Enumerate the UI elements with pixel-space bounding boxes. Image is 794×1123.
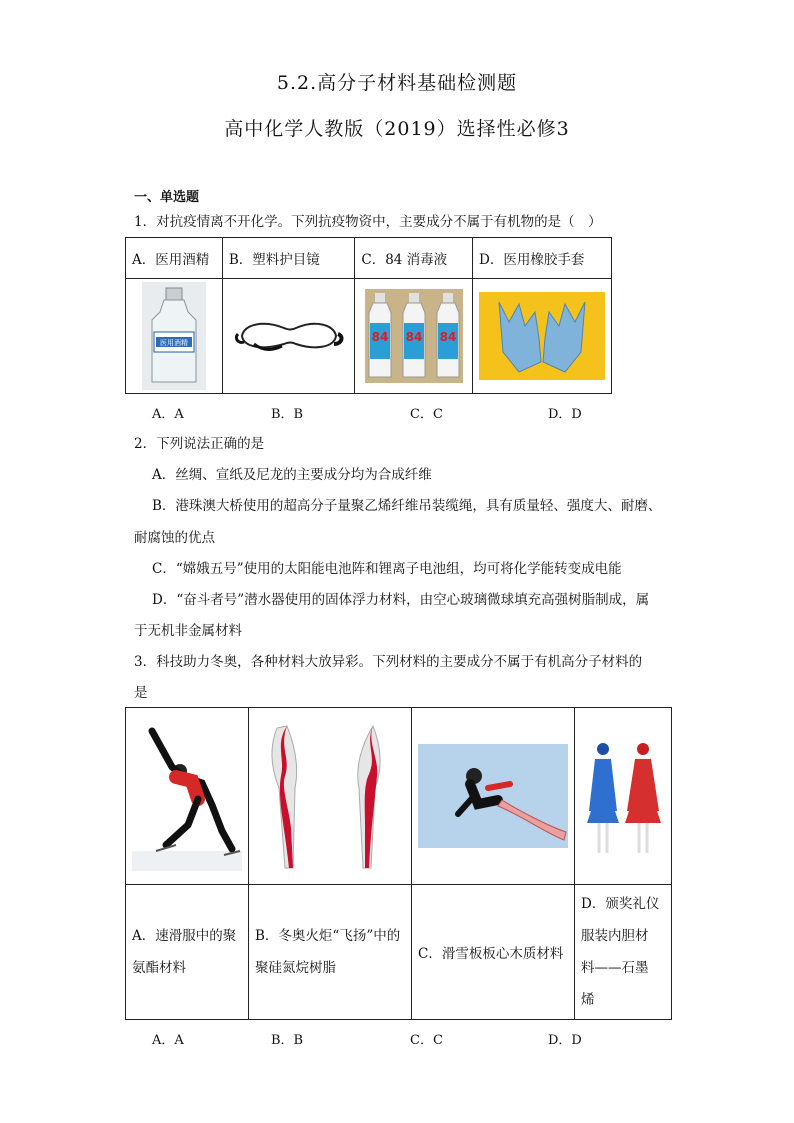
q1-image-a <box>126 279 223 394</box>
q2-option-b: B．港珠澳大桥使用的超高分子量聚乙烯纤维吊装缆绳，具有质量轻、强度大、耐磨、 <box>152 498 662 514</box>
svg-text:84: 84 <box>439 330 457 344</box>
q1-option-b[interactable]: B．B <box>271 407 304 422</box>
q2-option-b-cont: 耐腐蚀的优点 <box>134 530 215 546</box>
q1-option-a[interactable]: A．A <box>152 407 184 422</box>
q1-image-b <box>222 279 354 394</box>
snowboarder-image <box>418 744 568 848</box>
q2-option-c: C．“嫦娥五号”使用的太阳能电池阵和锂离子电池组，均可将化学能转变成电能 <box>152 561 622 577</box>
q2-option-d: D．“奋斗者号”潜水器使用的固体浮力材料，由空心玻璃微球填充高强树脂制成，属 <box>152 592 650 608</box>
q1-label-a: A．医用酒精 <box>126 238 223 279</box>
speed-skater-image <box>132 721 242 871</box>
q3-label-d: D．颁奖礼仪 服装内胆材 料——石墨 烯 <box>575 885 672 1020</box>
q3-table <box>125 707 672 1020</box>
q3-image-b <box>249 708 412 885</box>
alcohol-bottle-image <box>142 282 206 390</box>
q1-label-c: C．84 消毒液 <box>355 238 473 279</box>
q2-option-a: A．丝绸、宣纸及尼龙的主要成分均为合成纤维 <box>152 467 432 483</box>
q3-option-a[interactable]: A．A <box>152 1033 184 1048</box>
q3-option-b[interactable]: B．B <box>271 1033 304 1048</box>
q1-image-c <box>355 279 473 394</box>
svg-text:84: 84 <box>405 330 423 344</box>
ceremony-costumes-image <box>581 731 665 861</box>
q3-image-a <box>126 708 249 885</box>
q1-table <box>125 237 612 394</box>
q1-label-b: B．塑料护目镜 <box>222 238 354 279</box>
q1-option-c[interactable]: C．C <box>410 407 443 422</box>
q3-option-c[interactable]: C．C <box>410 1033 443 1048</box>
q3-image-d <box>575 708 672 885</box>
q3-stem: 3．科技助力冬奥，各种材料大放异彩。下列材料的主要成分不属于有机高分子材料的 <box>134 654 643 670</box>
rubber-gloves-image <box>479 292 605 380</box>
q1-image-d <box>473 279 612 394</box>
q2-option-d-cont: 于无机非金属材料 <box>134 623 242 639</box>
q1-option-d[interactable]: D．D <box>548 407 582 422</box>
disinfectant-bottles-image <box>365 289 463 383</box>
olympic-torch-image <box>255 718 405 874</box>
section-heading: 一、单选题 <box>134 190 200 205</box>
q3-label-a: A．速滑服中的聚 氨酯材料 <box>126 885 249 1020</box>
goggles-image <box>234 306 344 366</box>
paper-subtitle: 高中化学人教版（2019）选择性必修3 <box>224 118 570 140</box>
q1-label-d: D．医用橡胶手套 <box>473 238 612 279</box>
svg-text:84: 84 <box>371 330 389 344</box>
q3-label-c: C．滑雪板板心木质材料 <box>412 885 575 1020</box>
q3-image-c <box>412 708 575 885</box>
q3-stem-cont: 是 <box>134 685 148 701</box>
q2-stem: 2．下列说法正确的是 <box>134 436 265 452</box>
paper-title: 5.2.高分子材料基础检测题 <box>276 72 518 94</box>
q3-option-d[interactable]: D．D <box>548 1033 582 1048</box>
q3-label-b: B．冬奥火炬“飞扬”中的 聚硅氮烷树脂 <box>249 885 412 1020</box>
q1-stem: 1．对抗疫情离不开化学。下列抗疫物资中，主要成分不属于有机物的是（ ） <box>134 214 602 230</box>
bottle-label: 医用酒精 <box>159 339 188 347</box>
